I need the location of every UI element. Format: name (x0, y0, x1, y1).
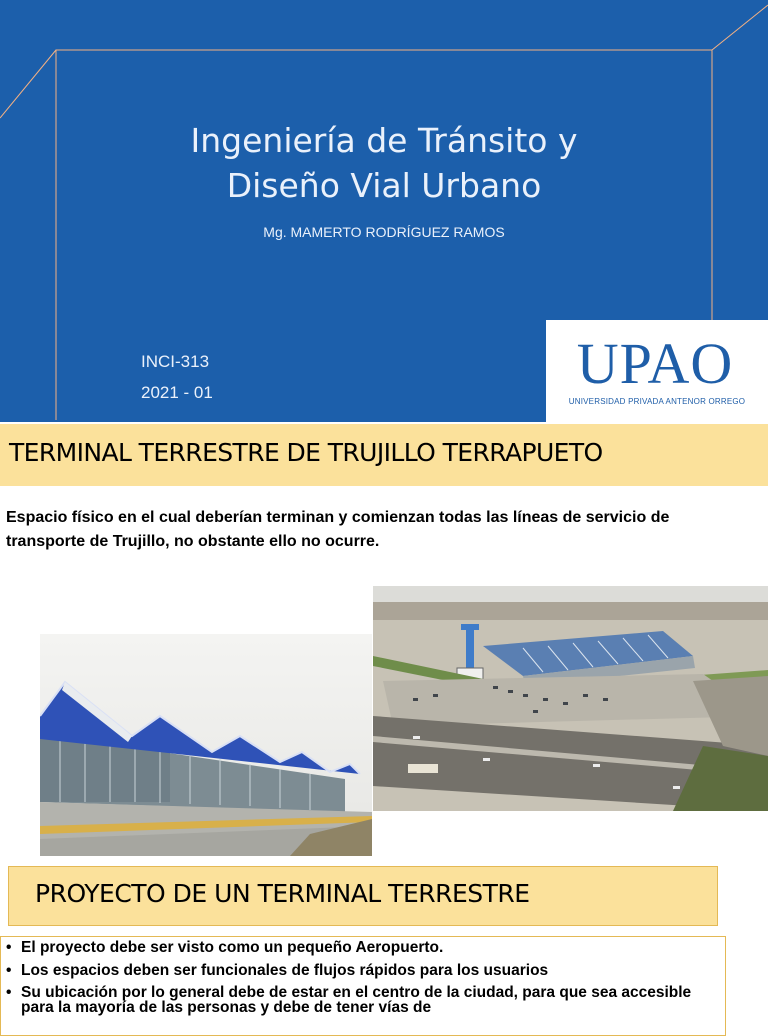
title-line-1: Ingeniería de Tránsito y (190, 121, 578, 160)
course-code: INCI-313 (141, 352, 210, 371)
terminal-building-photo (40, 634, 372, 856)
presentation-title (100, 118, 668, 208)
title-slide (0, 0, 768, 422)
bullet-text: Los espacios deben ser funcionales de flujos rápidos para los usuarios (21, 962, 549, 979)
terminal-description: Espacio físico en el cual deberían terminan y comienzan todas las líneas de servicio de transporte de Trujillo, no obstante ello no ocurre. (6, 509, 670, 550)
bullet-text: El proyecto debe ser visto como un pequeño Aeropuerto. (21, 939, 444, 956)
bullet-text: Su ubicación por lo general debe de estar en el centro de la ciudad, para que sea accesible para la mayoría de las personas y debe de tener vías de (21, 984, 692, 1016)
project-heading-band (8, 866, 718, 926)
academic-term: 2021 - 01 (141, 383, 213, 402)
terminal-aerial-photo (373, 586, 768, 811)
logo-tagline: UNIVERSIDAD PRIVADA ANTENOR ORREGO (568, 397, 746, 406)
logo-wordmark: UPAO (576, 331, 734, 396)
title-line-2: Diseño Vial Urbano (226, 166, 542, 205)
bullet-glyph: • (6, 939, 12, 956)
author-name: Mg. MAMERTO RODRÍGUEZ RAMOS (263, 224, 505, 240)
bullet-glyph: • (6, 984, 12, 1001)
bullet-glyph: • (6, 962, 12, 979)
project-bullets-box (0, 936, 726, 1036)
list-item (4, 939, 720, 956)
list-item (4, 985, 720, 1015)
list-item (4, 962, 720, 979)
university-logo (546, 320, 768, 422)
terminal-heading: TERMINAL TERRESTRE DE TRUJILLO TERRAPUETO (9, 438, 603, 467)
terminal-heading-band (0, 424, 768, 486)
project-heading: PROYECTO DE UN TERMINAL TERRESTRE (35, 879, 530, 908)
project-bullet-list (4, 939, 720, 1021)
